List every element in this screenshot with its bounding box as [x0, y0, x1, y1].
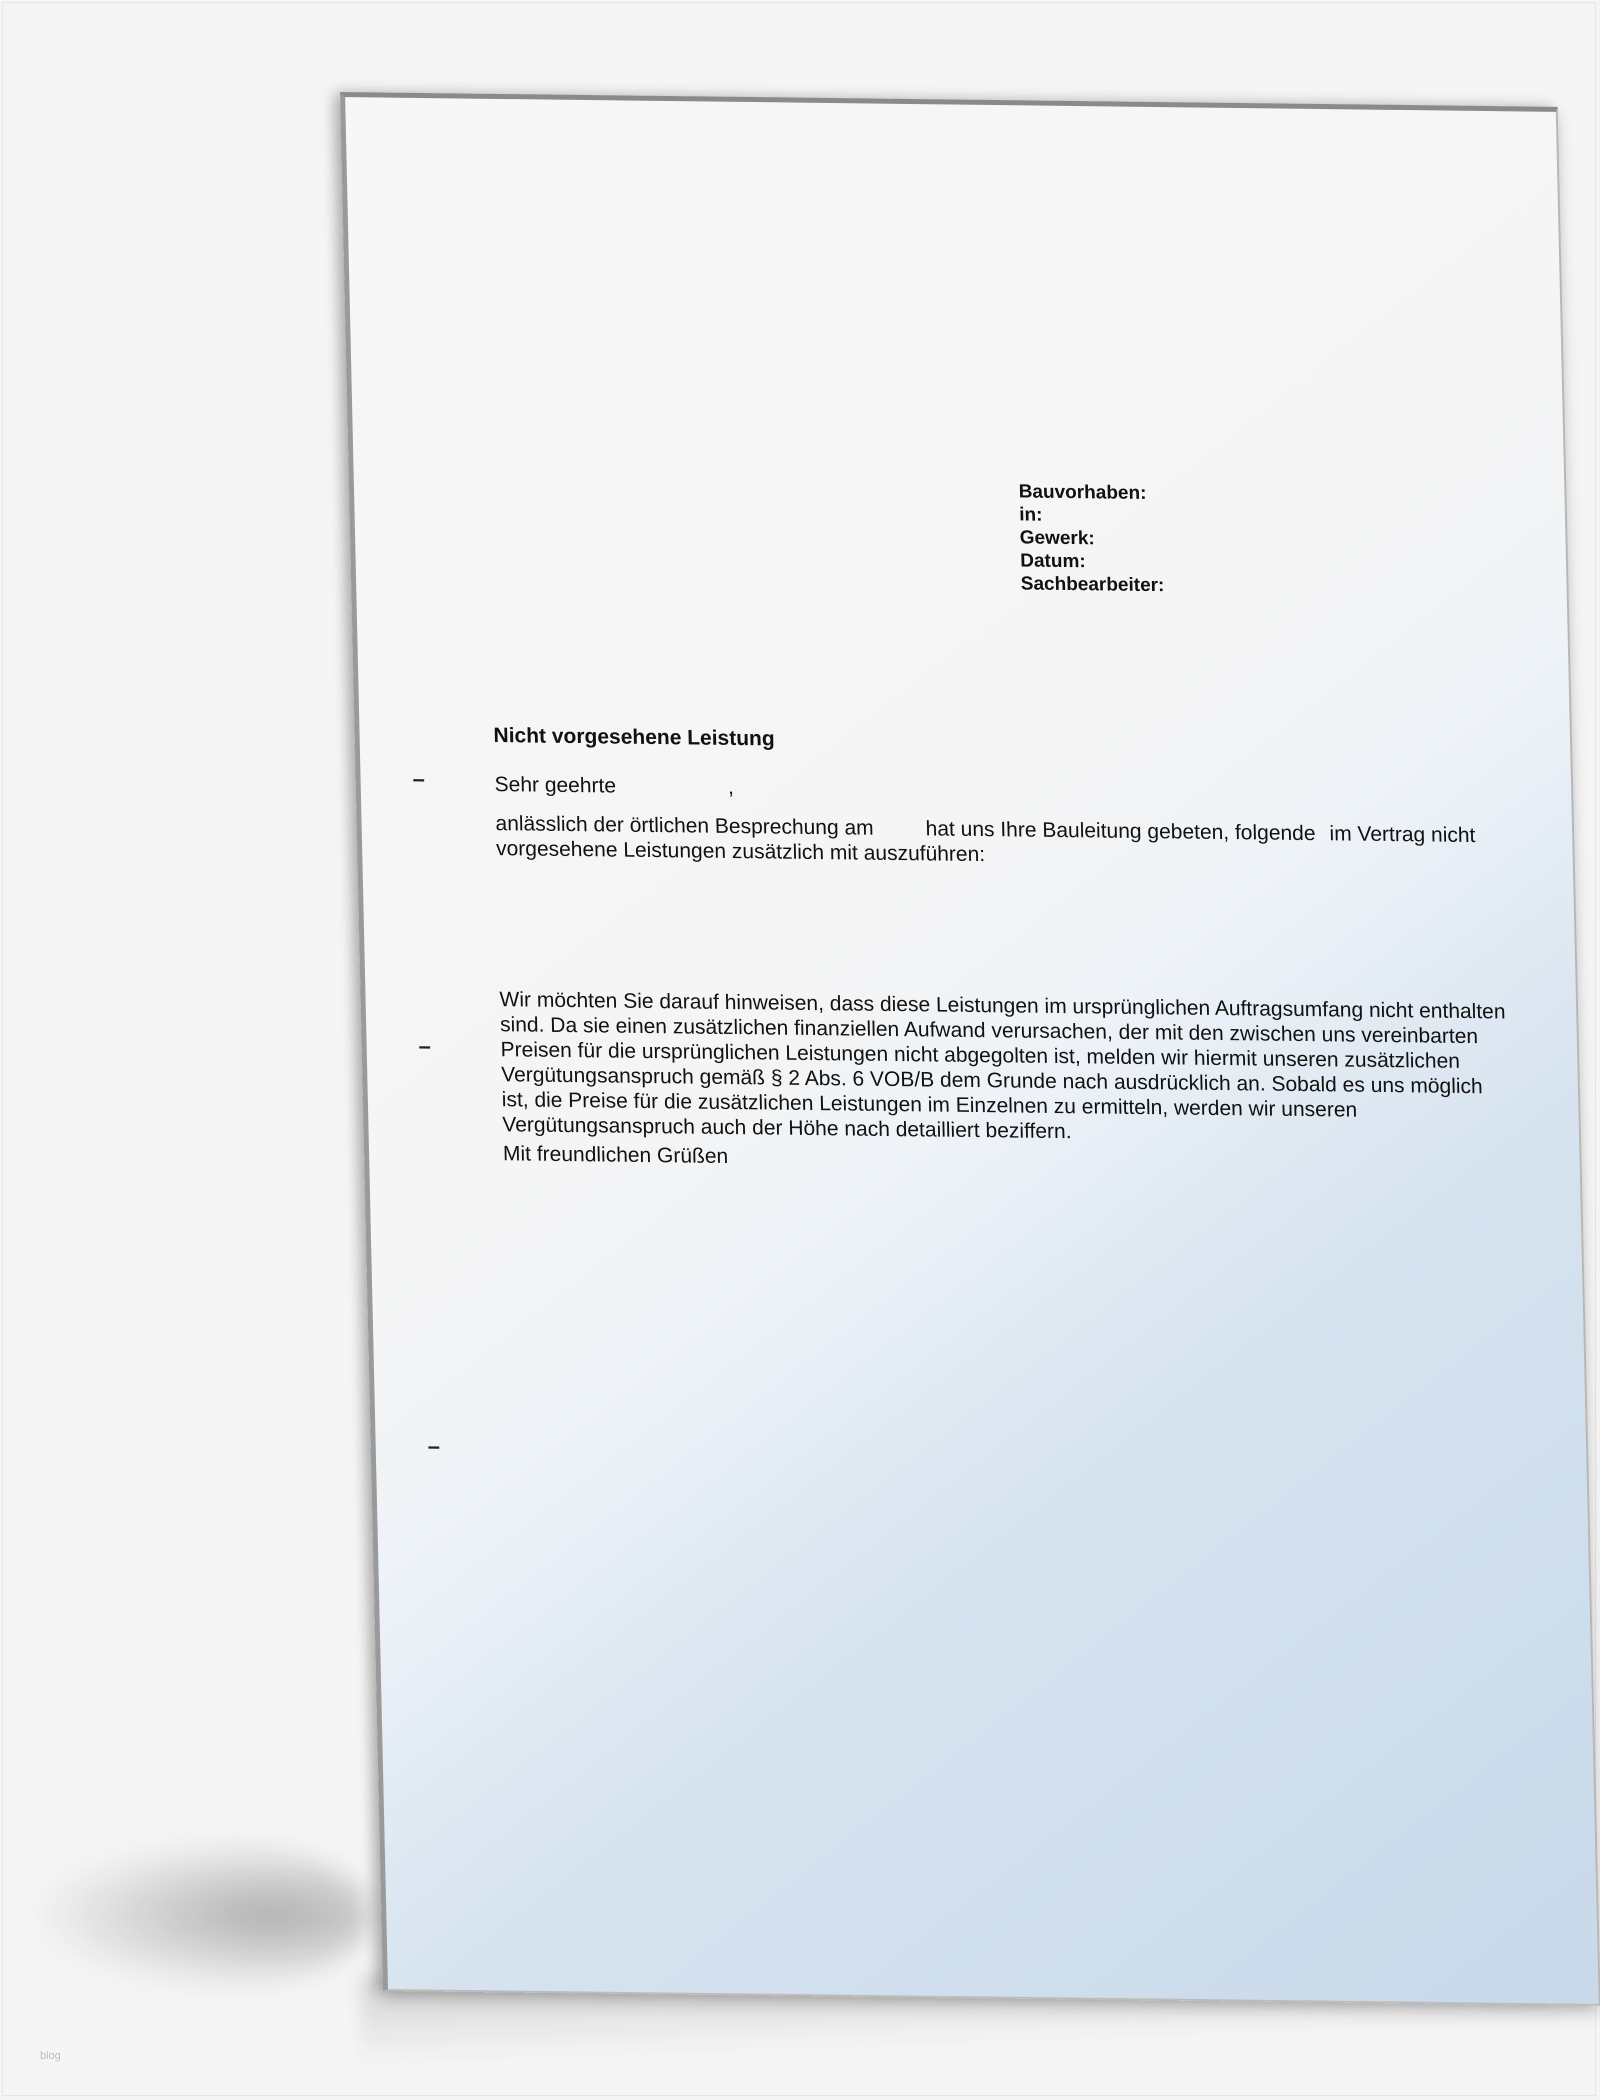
paragraph-notice-line: Vergütungsanspruch auch der Höhe nach detailliert beziffern.: [502, 1113, 1072, 1144]
paragraph-request-line-2: vorgesehene Leistungen zusätzlich mit auszuführen:: [495, 837, 986, 867]
label-in: in:: [1018, 504, 1043, 526]
paragraph-request: [495, 811, 1476, 873]
letter-subject: Nicht vorgesehene Leistung: [493, 724, 775, 751]
label-gewerk: Gewerk:: [1019, 527, 1095, 550]
label-bauvorhaben: Bauvorhaben:: [1018, 481, 1147, 504]
paragraph-notice-line: sind. Da sie einen zusätzlichen finanziellen Aufwand verursachen, der mit den zwischen uns vereinbarten: [499, 1013, 1479, 1049]
salutation-text: Sehr geehrte: [494, 773, 617, 798]
punch-mark-middle: –: [418, 1033, 432, 1059]
letter-salutation: [494, 773, 734, 800]
document-page: [340, 92, 1600, 2006]
page-shadow: [40, 1840, 370, 1990]
paragraph-notice-line: Wir möchten Sie darauf hinweisen, dass diese Leistungen im ursprünglichen Auftragsumfang nicht enthalten: [499, 988, 1506, 1024]
paragraph-notice-line: Vergütungsanspruch gemäß § 2 Abs. 6 VOB/B dem Grunde nach ausdrücklich an. Sobald es uns möglich: [500, 1063, 1483, 1099]
paragraph-request-part-2: hat uns Ihre Bauleitung gebeten, folgende: [925, 817, 1316, 846]
salutation-comma: ,: [727, 775, 735, 799]
fold-mark-bottom: –: [427, 1433, 441, 1459]
label-sachbearbeiter: Sachbearbeiter:: [1020, 573, 1165, 597]
letter-closing: Mit freundlichen Grüßen: [502, 1142, 729, 1169]
paragraph-notice-line: Preisen für die ursprünglichen Leistungen nicht abgegolten ist, melden wir hiermit unseren zusätzlichen: [500, 1038, 1461, 1073]
label-datum: Datum:: [1020, 550, 1086, 573]
paragraph-notice-line: ist, die Preise für die zusätzlichen Leistungen im Einzelnen zu ermitteln, werden wir unseren: [501, 1088, 1358, 1122]
project-info-block: [1018, 480, 1164, 597]
paragraph-request-part-1: anlässlich der örtlichen Besprechung am: [495, 812, 874, 840]
fold-mark-top: –: [412, 766, 426, 792]
watermark-text: blog: [40, 2050, 61, 2062]
paragraph-request-part-3: im Vertrag nicht: [1329, 822, 1476, 848]
paragraph-notice: [499, 987, 1508, 1149]
